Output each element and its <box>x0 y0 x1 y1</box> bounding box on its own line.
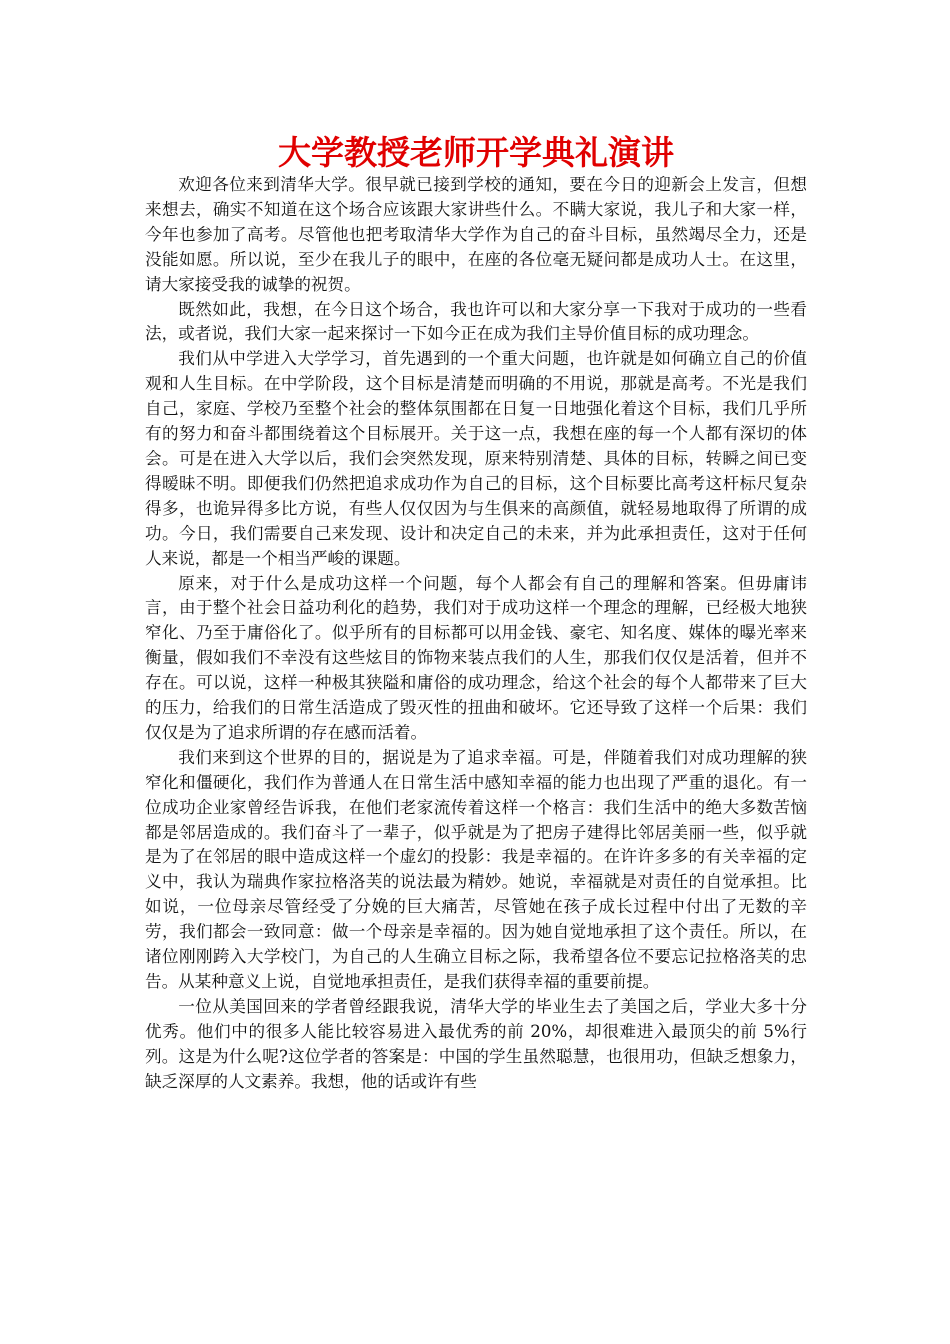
document-page <box>145 0 807 1095</box>
paragraph: 既然如此，我想，在今日这个场合，我也许可以和大家分享一下我对于成功的一些看法，或者说，我们大家一起来探讨一下如今正在成为我们主导价值目标的成功理念。 <box>145 299 807 344</box>
paragraph: 一位从美国回来的学者曾经跟我说，清华大学的毕业生去了美国之后，学业大多十分优秀。他们中的很多人能比较容易进入最优秀的前 20%，却很难进入最顶尖的前 5%行列。这是为什么呢?这位学者的答案是：中国的学生虽然聪慧，也很用功，但缺乏想象力，缺乏深厚的人文素养。我想，他的话或许有些 <box>145 996 807 1091</box>
paragraph: 欢迎各位来到清华大学。很早就已接到学校的通知，要在今日的迎新会上发言，但想来想去，确实不知道在这个场合应该跟大家讲些什么。不瞒大家说，我儿子和大家一样，今年也参加了高考。尽管他也把考取清华大学作为自己的奋斗目标，虽然竭尽全力，还是没能如愿。所以说，至少在我儿子的眼中，在座的各位毫无疑问都是成功人士。在这里，请大家接受我的诚挚的祝贺。 <box>145 175 807 294</box>
document-title: 大学教授老师开学典礼演讲 <box>278 133 674 172</box>
paragraph: 我们来到这个世界的目的，据说是为了追求幸福。可是，伴随着我们对成功理解的狭窄化和僵硬化，我们作为普通人在日常生活中感知幸福的能力也出现了严重的退化。有一位成功企业家曾经告诉我，在他们老家流传着这样一个格言：我们生活中的绝大多数苦恼都是邻居造成的。我们奋斗了一辈子，似乎就是为了把房子建得比邻居美丽一些，似乎就是为了在邻居的眼中造成这样一个虚幻的投影：我是幸福的。在许许多多的有关幸福的定义中，我认为瑞典作家拉格洛芙的说法最为精妙。她说，幸福就是对责任的自觉承担。比如说，一位母亲尽管经受了分娩的巨大痛苦，尽管她在孩子成长过程中付出了无数的辛劳，我们都会一致同意：做一个母亲是幸福的。因为她自觉地承担了这个责任。所以，在诸位刚刚跨入大学校门，为自己的人生确立目标之际，我希望各位不要忘记拉格洛芙的忠告。从某种意义上说，自觉地承担责任，是我们获得幸福的重要前提。 <box>145 747 807 991</box>
paragraph: 我们从中学进入大学学习，首先遇到的一个重大问题，也许就是如何确立自己的价值观和人生目标。在中学阶段，这个目标是清楚而明确的不用说，那就是高考。不光是我们自己，家庭、学校乃至整个社会的整体氛围都在日复一日地强化着这个目标，我们几乎所有的努力和奋斗都围绕着这个目标展开。关于这一点，我想在座的每一个人都有深切的体会。可是在进入大学以后，我们会突然发现，原来特别清楚、具体的目标，转瞬之间已变得暧昧不明。即便我们仍然把追求成功作为自己的目标，这个目标要比高考这杆标尺复杂得多，也诡异得多比方说，有些人仅仅因为与生俱来的高颜值，就轻易地取得了所谓的成功。今日，我们需要自己来发现、设计和决定自己的未来，并为此承担责任，这对于任何人来说，都是一个相当严峻的课题。 <box>145 349 807 568</box>
paragraph: 原来，对于什么是成功这样一个问题，每个人都会有自己的理解和答案。但毋庸讳言，由于整个社会日益功利化的趋势，我们对于成功这样一个理念的理解，已经极大地狭窄化、乃至于庸俗化了。似乎所有的目标都可以用金钱、豪宅、知名度、媒体的曝光率来衡量，假如我们不幸没有这些炫目的饰物来装点我们的人生，那我们仅仅是活着，但并不存在。可以说，这样一种极其狭隘和庸俗的成功理念，给这个社会的每个人都带来了巨大的压力，给我们的日常生活造成了毁灭性的扭曲和破坏。它还导致了这样一个后果：我们仅仅是为了追求所谓的存在感而活着。 <box>145 573 807 742</box>
